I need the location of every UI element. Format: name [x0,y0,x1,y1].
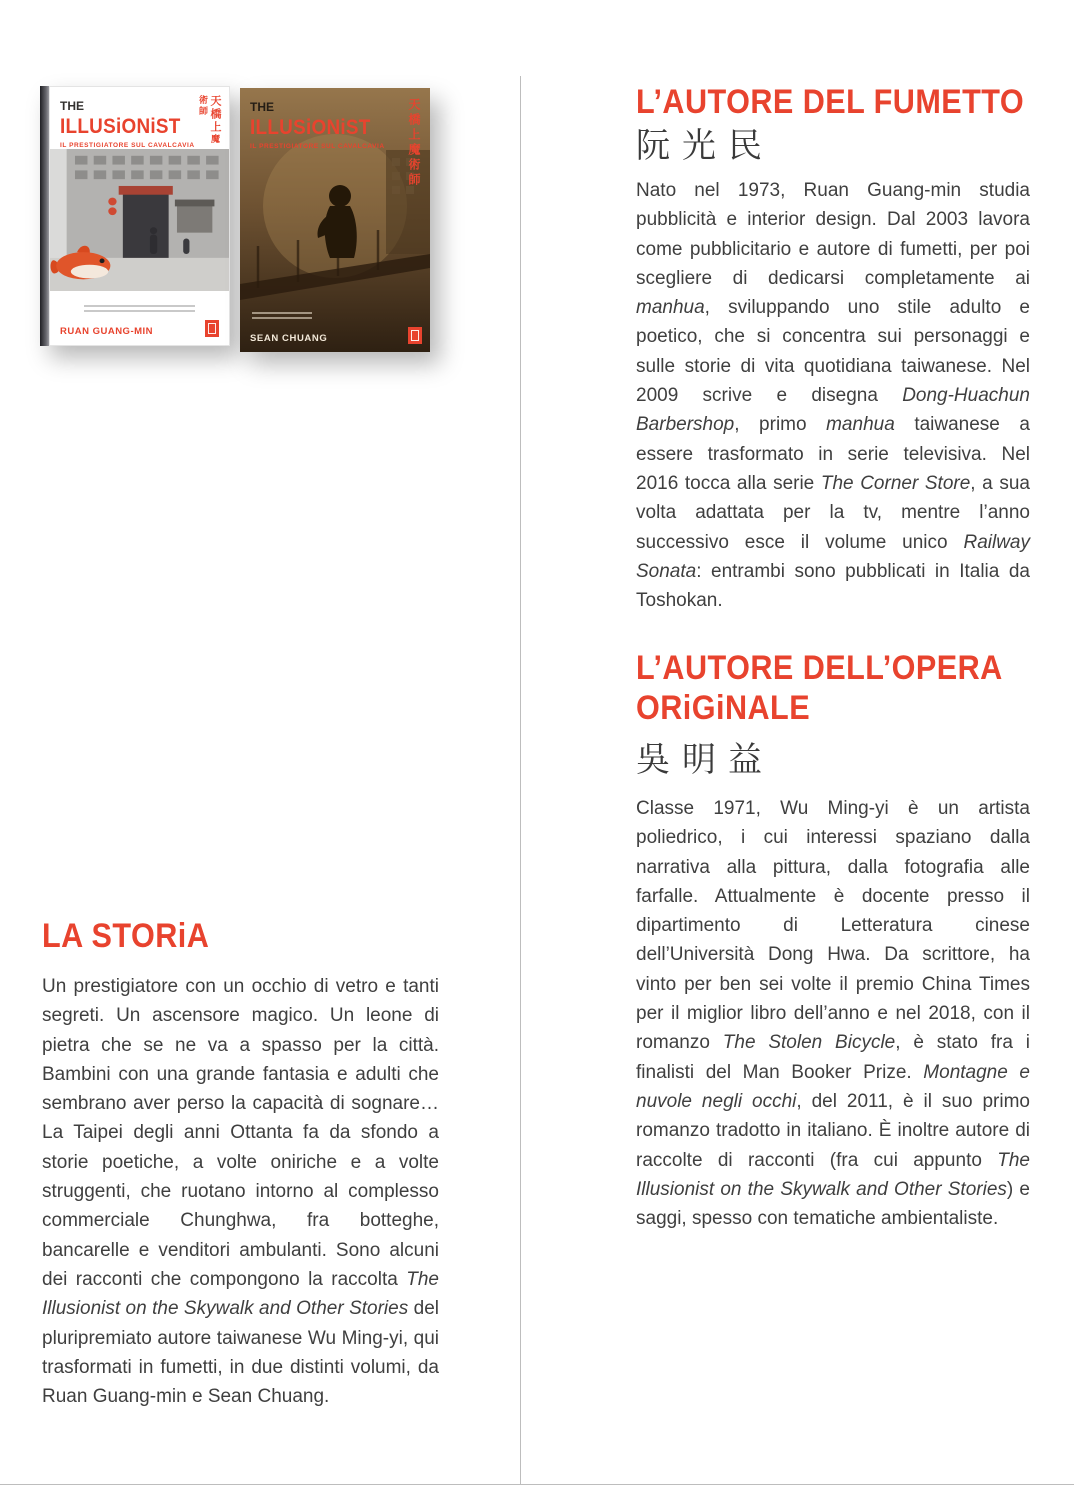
book1-footer [50,291,229,345]
cover-author-name: SEAN CHUANG [250,333,328,344]
book-cover-volume1 [40,86,230,346]
street-photo-illustration [50,149,229,291]
book-covers [40,82,436,360]
section-autore-originale [636,648,1030,1233]
book1-front [49,86,230,346]
section-autore-fumetto [636,82,1030,615]
book-cover-volume2 [240,88,430,352]
cjk-title-main: 天橋上 [209,95,221,134]
autore-originale-heading [636,648,1003,728]
book1-blurb-lines [84,302,195,315]
author-name-cjk-wu: 吳明益 [636,740,774,780]
author-name-cjk-ruan: 阮光民 [636,126,774,166]
book1-title-block [50,87,229,149]
cover-subtitle: IL PRESTIGIATORE SUL CAVALCAVIA [250,143,385,150]
la-storia-heading: LA STORiA [42,917,210,955]
book1-title-row [60,97,219,139]
book1-artwork [50,149,229,291]
cover-subtitle: IL PRESTIGIATORE SUL CAVALCAVIA [60,142,195,149]
heading-line-1: L’AUTORE DELL’OPERA [636,649,1003,687]
publisher-logo [205,320,219,337]
vertical-divider [520,76,521,1484]
autore-fumetto-body: Nato nel 1973, Ruan Guang-min studia pubblicità e interior design. Dal 2003 lavora come pubblicitario e autore di fumetti, per poi scegliere di dedicarsi completamente ai manhua, sviluppando uno stile adulto e poetico, che si concentra sui personaggi e sulle storie di vita quotidiana taiwanese. Nel 2009 scrive e disegna Dong-Huachun Barbershop, primo manhua taiwanese a essere trasformato in serie televisiva. Nel 2016 tocca alla serie The Corner Store, a sua volta adattata per la tv, mentre l’anno successivo esce il volume unico Railway Sonata: entrambi sono pubblicati in Italia da Toshokan. [636,180,1030,612]
autore-fumetto-heading: L’AUTORE DEL FUMETTO [636,83,1025,121]
book2-footer-row [250,327,422,344]
cover-cjk-title [197,95,221,149]
cover-cjk-title [406,98,423,188]
cjk-title-sub: 魔術師 [198,95,220,145]
la-storia-body: Un prestigiatore con un occhio di vetro e tanti segreti. Un ascensore magico. Un leone di pietra che se ne va a spasso per la città. Bambini con una grande fantasia e adulti che sembrano aver perso la capacità di sognare… La Taipei degli anni Ottanta fa da sfondo a storie poetiche, a volte oniriche e a volte struggenti, che ruotano intorno al complesso commerciale Chunghwa, fra botteghe, bancarelle e venditori ambulanti. Sono alcuni dei racconti che compongono la raccolta The Illusionist on the Skywalk and Other Stories del pluripremiato autore taiwanese Wu Ming-yi, qui trasformati in fumetti, in due distinti volumi, da Ruan Guang-min e Sean Chuang. [42,976,439,1408]
book2-blurb-lines [252,309,312,322]
publisher-logo [408,327,422,344]
autore-originale-body: Classe 1971, Wu Ming-yi è un artista poliedrico, i cui interessi spaziano dalla narrativa alla pittura, dalla fotografia alle farfalle. Attualmente è docente presso il dipartimento di Letteratura cinese dell’Università Dong Hwa. Da scrittore, ha vinto per ben sei volte il premio China Times per il miglior libro dell’anno e nel 2018, con il romanzo The Stolen Bicycle, è stato fra i finalisti del Man Booker Prize. Montagne e nuvole negli occhi, del 2011, è il suo primo romanzo tradotto in italiano. È inoltre autore di raccolte di racconti (fra cui appunto The Illusionist on the Skywalk and Other Stories) e saggi, spesso con tematiche ambientaliste. [636,798,1031,1230]
section-la-storia [42,916,439,1411]
cover-author-name: RUAN GUANG-MIN [60,326,154,337]
cover-title-main: ILLUSiONiST [250,116,371,139]
book-spine [40,86,49,346]
book2-title-row [250,98,402,140]
bottom-rule [0,1484,1074,1485]
cover-title-the: THE [60,99,84,113]
cover-title-the: THE [250,100,274,114]
heading-line-2: ORiGiNALE [636,689,811,727]
book2-title-block [250,98,402,150]
book1-footer-row [60,320,219,337]
cjk-title-main: 天橋上 [407,98,421,143]
cover-title-main: ILLUSiONiST [60,115,181,138]
cjk-title-sub: 魔術師 [407,143,421,188]
